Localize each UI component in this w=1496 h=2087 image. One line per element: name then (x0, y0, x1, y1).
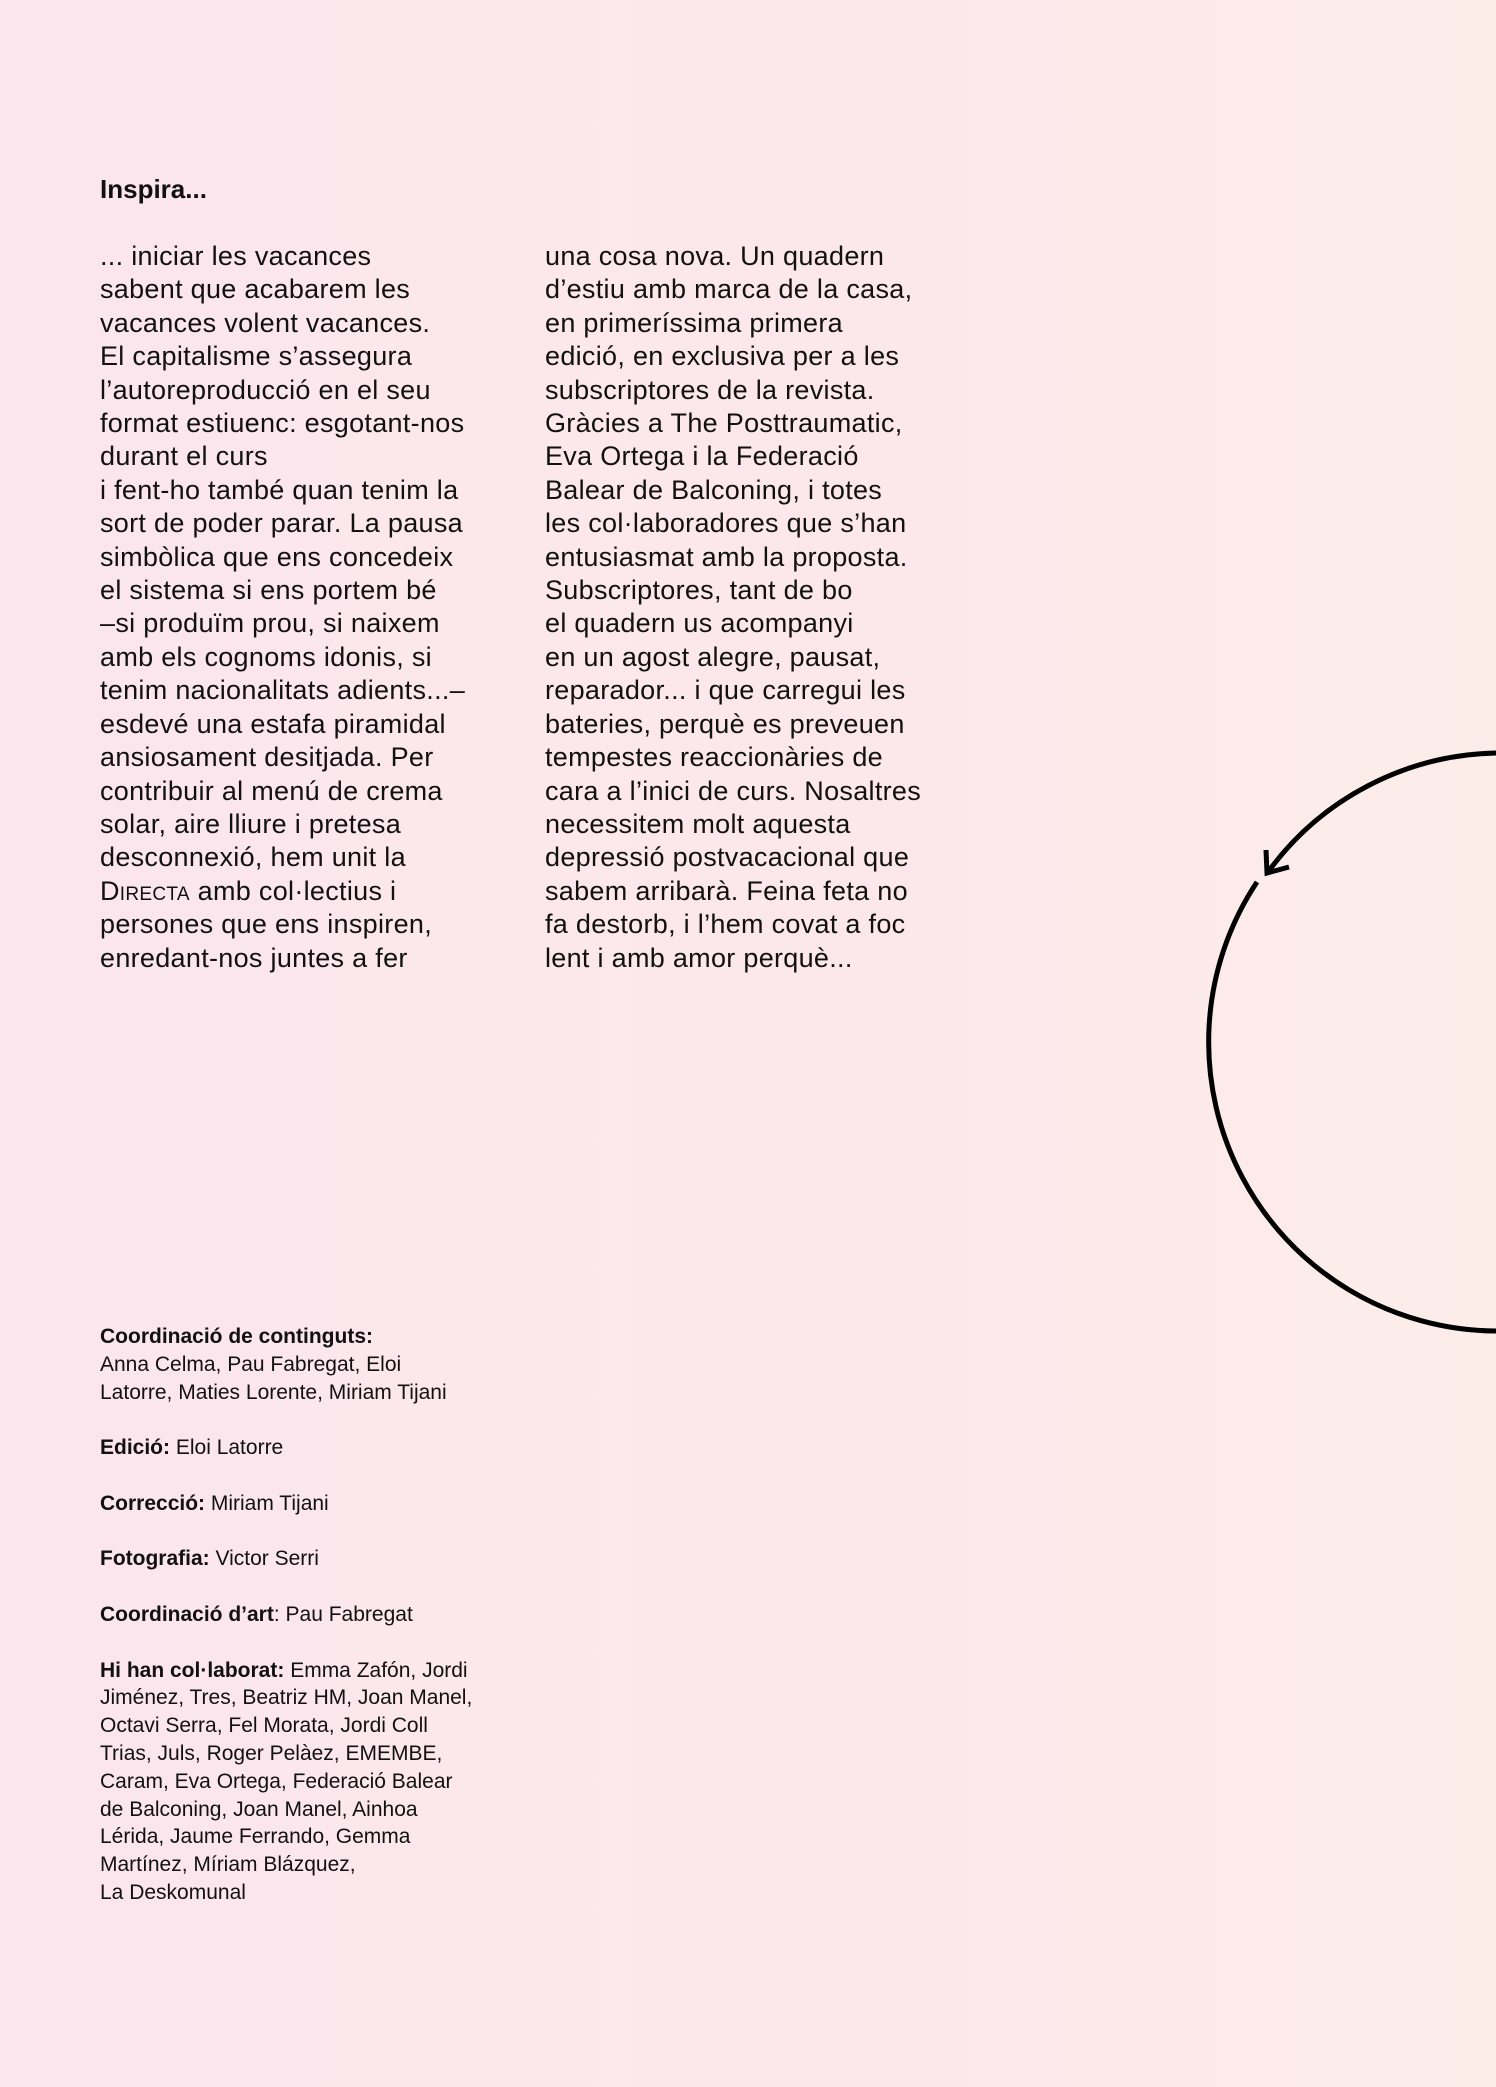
credit-line: Octavi Serra, Fel Morata, Jordi Coll (100, 1714, 428, 1738)
credit-line: de Balconing, Joan Manel, Ainhoa (100, 1797, 418, 1821)
text-line: contribuir al menú de crema (100, 775, 443, 806)
text-line: fa destorb, i l’hem covat a foc (545, 909, 906, 940)
text-line: depressió postvacacional que (545, 842, 910, 873)
credit-line: Trias, Juls, Roger Pelàez, EMEMBE, (100, 1741, 443, 1765)
text-line: les col·laboradores que s’han (545, 508, 907, 539)
brand-name: Directa (100, 875, 190, 906)
credit-value: Eloi Latorre (170, 1436, 284, 1460)
text-line: subscriptores de la revista. (545, 374, 875, 405)
text-line: el quadern us acompanyi (545, 608, 854, 639)
text-line: Subscriptores, tant de bo (545, 575, 853, 606)
text-line: el sistema si ens portem bé (100, 575, 437, 606)
text-line: tenim nacionalitats adients...– (100, 675, 466, 706)
text-line: desconnexió, hem unit la (100, 842, 406, 873)
credit-line: La Deskomunal (100, 1880, 246, 1904)
credit-label: Hi han col·laborat: (100, 1658, 285, 1682)
text-run: amb col·lectius i (189, 875, 397, 906)
credit-label: Fotografia: (100, 1547, 210, 1571)
text-line: persones que ens inspiren, (100, 909, 433, 940)
text-line: reparador... i que carregui les (545, 675, 906, 706)
text-line: enredant-nos juntes a fer (100, 942, 408, 973)
credit-line: Anna Celma, Pau Fabregat, Eloi (100, 1352, 402, 1376)
text-line: d’estiu amb marca de la casa, (545, 274, 913, 305)
text-line: Eva Ortega i la Federació (545, 441, 859, 472)
text-line: ... iniciar les vacances (100, 241, 372, 271)
section-heading: Inspira... (100, 174, 207, 204)
text-line: l’autoreproducció en el seu (100, 374, 431, 405)
credit-value: : Pau Fabregat (273, 1602, 413, 1626)
text-line: bateries, perquè es preveuen (545, 708, 905, 739)
arc-upper (1268, 753, 1496, 872)
text-line: solar, aire lliure i pretesa (100, 808, 402, 839)
text-line: lent i amb amor perquè... (545, 942, 853, 973)
text-line: sort de poder parar. La pausa (100, 508, 463, 539)
credit-label: Coordinació de continguts: (100, 1325, 373, 1348)
text-line: entusiasmat amb la proposta. (545, 541, 908, 572)
text-line: vacances volent vacances. (100, 307, 431, 338)
arc-lower (1209, 882, 1496, 1331)
credit-line: Martínez, Míriam Blázquez, (100, 1853, 356, 1877)
credit-label: Edició: (100, 1436, 171, 1460)
text-line: –si produïm prou, si naixem (100, 608, 440, 639)
credit-line: Jiménez, Tres, Beatriz HM, Joan Manel, (100, 1686, 473, 1710)
text-line: amb els cognoms idonis, si (100, 641, 432, 672)
text-line: cara a l’inici de curs. Nosaltres (545, 775, 922, 806)
credit-value: Emma Zafón, Jordi (284, 1658, 468, 1682)
text-line: sabem arribarà. Feina feta no (545, 875, 908, 906)
text-line: El capitalisme s’assegura (100, 341, 413, 372)
text-line: ansiosament desitjada. Per (100, 742, 434, 773)
credit-value: Victor Serri (209, 1547, 319, 1571)
text-line: durant el curs (100, 441, 268, 472)
credit-line: Caram, Eva Ortega, Federació Balear (100, 1769, 453, 1793)
text-line: sabent que acabarem les (100, 274, 411, 305)
text-line: i fent-ho també quan tenim la (100, 474, 459, 505)
credit-label: Coordinació d’art (100, 1602, 274, 1626)
text-line: esdevé una estafa piramidal (100, 708, 446, 739)
text-line: simbòlica que ens concedeix (100, 541, 454, 572)
credit-line: Latorre, Maties Lorente, Miriam Tijani (100, 1380, 447, 1404)
credit-value: Miriam Tijani (205, 1491, 329, 1515)
text-line: una cosa nova. Un quadern (545, 241, 885, 271)
text-line: necessitem molt aquesta (545, 808, 851, 839)
credit-line: Lérida, Jaume Ferrando, Gemma (100, 1825, 411, 1849)
text-line: en primeríssima primera (545, 307, 843, 338)
text-line: Gràcies a The Posttraumatic, (545, 408, 903, 439)
text-line: edició, en exclusiva per a les (545, 341, 900, 372)
credit-label: Correcció: (100, 1491, 206, 1515)
text-line: Balear de Balconing, i totes (545, 474, 883, 505)
text-line: tempestes reaccionàries de (545, 742, 883, 773)
text-line: format estiuenc: esgotant-nos (100, 408, 465, 439)
text-line: en un agost alegre, pausat, (545, 641, 881, 672)
